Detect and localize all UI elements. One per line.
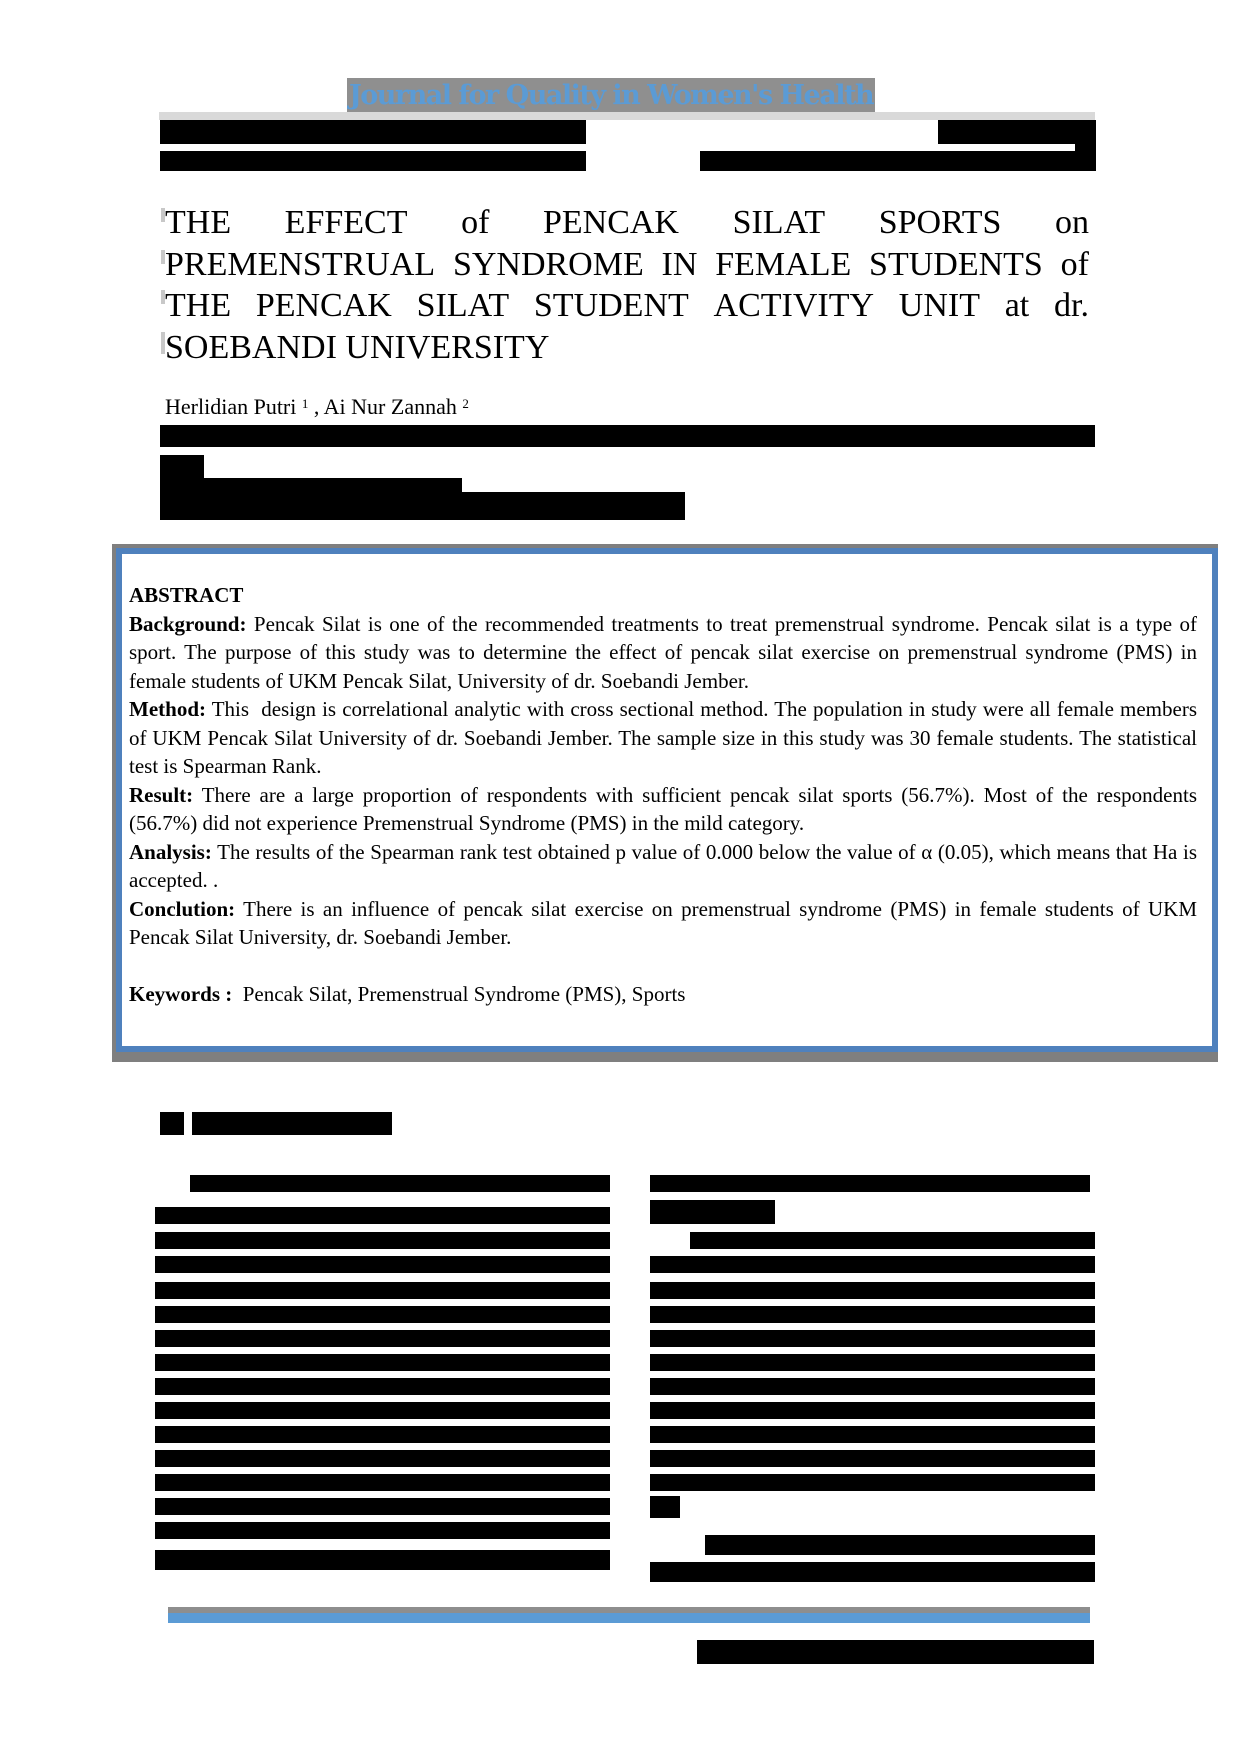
text-line (650, 1474, 1095, 1491)
text-line (155, 1402, 610, 1419)
text-line (155, 1474, 610, 1491)
keywords-label: Keywords : (129, 981, 233, 1006)
title-word: SPORTS (878, 204, 1002, 241)
text-line (650, 1200, 775, 1224)
text-line (190, 1175, 610, 1192)
title-word: SOEBANDI UNIVERSITY (165, 329, 550, 366)
text-line (155, 1378, 610, 1395)
text-line (155, 1426, 610, 1443)
abstract-conclusion-label: Conclution: (129, 896, 236, 921)
text-line (155, 1306, 610, 1323)
abstract-background-text: Pencak Silat is one of the recommended treatments to treat premenstrual syndrome. Pencak silat is a type of sport. The purpose of this study was to determine the effect of pencak silat exercise on premenstrual syndrome (PMS) in female students of UKM Pencak Silat, University of dr. Soebandi Jember. (129, 611, 1197, 693)
header-meta-right-1 (938, 120, 1096, 144)
header-meta-right-2 (700, 151, 1096, 171)
text-line (155, 1256, 610, 1273)
title-word: THE (165, 287, 232, 324)
title-word: SILAT (732, 204, 826, 241)
author-separator: , (308, 394, 324, 419)
text-line (650, 1402, 1095, 1419)
title-word: SILAT (416, 287, 510, 324)
text-line (155, 1498, 610, 1515)
header-meta-right-notch (1075, 120, 1096, 170)
title-word: PENCAK (542, 204, 679, 241)
title-word: dr. (1054, 287, 1089, 324)
keywords-text: Pencak Silat, Premenstrual Syndrome (PMS), Sports (232, 981, 686, 1006)
text-line (155, 1522, 610, 1539)
abstract-background-label: Background: (129, 611, 247, 636)
text-line (690, 1232, 1095, 1249)
title-word: PENCAK (255, 287, 392, 324)
text-line (155, 1282, 610, 1299)
title-word: at (1004, 287, 1030, 324)
abstract-analysis (129, 838, 1197, 895)
article-title-line-1 (165, 204, 1089, 242)
text-line (155, 1354, 610, 1371)
article-title-line-2 (165, 246, 1089, 284)
text-line (650, 1496, 680, 1518)
abstract-method (129, 695, 1203, 781)
text-line (155, 1550, 610, 1570)
author-affiliation-number: 2 (462, 396, 469, 411)
text-line (650, 1256, 1095, 1273)
abstract-analysis-text: The results of the Spearman rank test obtained p value of 0.000 below the value of α (0.05), which means that Ha is accepted. . (129, 839, 1197, 892)
text-line (705, 1535, 1095, 1555)
text-line (155, 1207, 610, 1224)
title-word: IN (661, 246, 698, 283)
text-line (650, 1354, 1095, 1371)
title-word: THE (165, 204, 232, 241)
article-title-line-3 (165, 287, 1089, 325)
footer-rule-blue (168, 1613, 1090, 1623)
title-word: STUDENT (533, 287, 689, 324)
header-rule (159, 112, 1095, 120)
abstract-method-text: This design is correlational analytic with cross sectional method. The population in study were all female members of UKM Pencak Silat University of dr. Soebandi Jember. The sample size in this study was 30 female students. The statistical test is Spearman Rank. (129, 697, 1203, 778)
header-meta-left-1 (160, 120, 586, 144)
text-line (155, 1450, 610, 1467)
text-line (650, 1450, 1095, 1467)
text-line (650, 1330, 1095, 1347)
correspondence-line-1 (160, 478, 462, 492)
title-word: FEMALE (715, 246, 852, 283)
title-word: of (1060, 246, 1089, 283)
journal-title: Journal for Quality in Women's Health (347, 78, 875, 114)
affiliation (160, 425, 1095, 447)
text-line (650, 1562, 1095, 1582)
correspondence-line-2 (160, 492, 685, 520)
title-word: ACTIVITY (713, 287, 875, 324)
abstract-keywords (129, 980, 1197, 1009)
footer-page-label (697, 1640, 1094, 1664)
header-meta-left-2 (160, 151, 586, 171)
author-list (165, 394, 469, 420)
text-line (650, 1282, 1095, 1299)
abstract-conclusion (129, 895, 1197, 952)
abstract-result (129, 781, 1197, 838)
abstract-conclusion-text: There is an influence of pencak silat exercise on premenstrual syndrome (PMS) in female students of UKM Pencak Silat University, dr. Soebandi Jember. (129, 896, 1197, 949)
author-name: Ai Nur Zannah (323, 394, 457, 419)
text-line (650, 1175, 1090, 1192)
title-word: SYNDROME (452, 246, 644, 283)
author-affiliation-number: 1 (301, 396, 309, 411)
abstract-content (129, 581, 1203, 1008)
text-line (155, 1232, 610, 1249)
title-word: PREMENSTRUAL (165, 246, 436, 283)
text-line (650, 1306, 1095, 1323)
abstract-analysis-label: Analysis: (129, 839, 212, 864)
abstract-result-text: There are a large proportion of respondents with sufficient pencak silat sports (56.7%). Most of the respondents (56.7%) did not experience Premenstrual Syndrome (PMS) in the mild category. (129, 782, 1197, 835)
author-name: Herlidian Putri (165, 394, 297, 419)
title-word: on (1054, 204, 1089, 241)
text-line (650, 1378, 1095, 1395)
title-word: of (461, 204, 490, 241)
article-title-line-4 (165, 329, 1089, 367)
title-word: STUDENTS (869, 246, 1043, 283)
abstract-method-label: Method: (129, 697, 206, 721)
title-word: EFFECT (284, 204, 408, 241)
text-line (155, 1330, 610, 1347)
abstract-result-label: Result: (129, 782, 194, 807)
section-number (160, 1112, 184, 1135)
abstract-heading: ABSTRACT (129, 583, 244, 607)
text-line (650, 1426, 1095, 1443)
section-heading (192, 1112, 392, 1135)
title-word: UNIT (898, 287, 980, 324)
abstract-background (129, 610, 1197, 696)
